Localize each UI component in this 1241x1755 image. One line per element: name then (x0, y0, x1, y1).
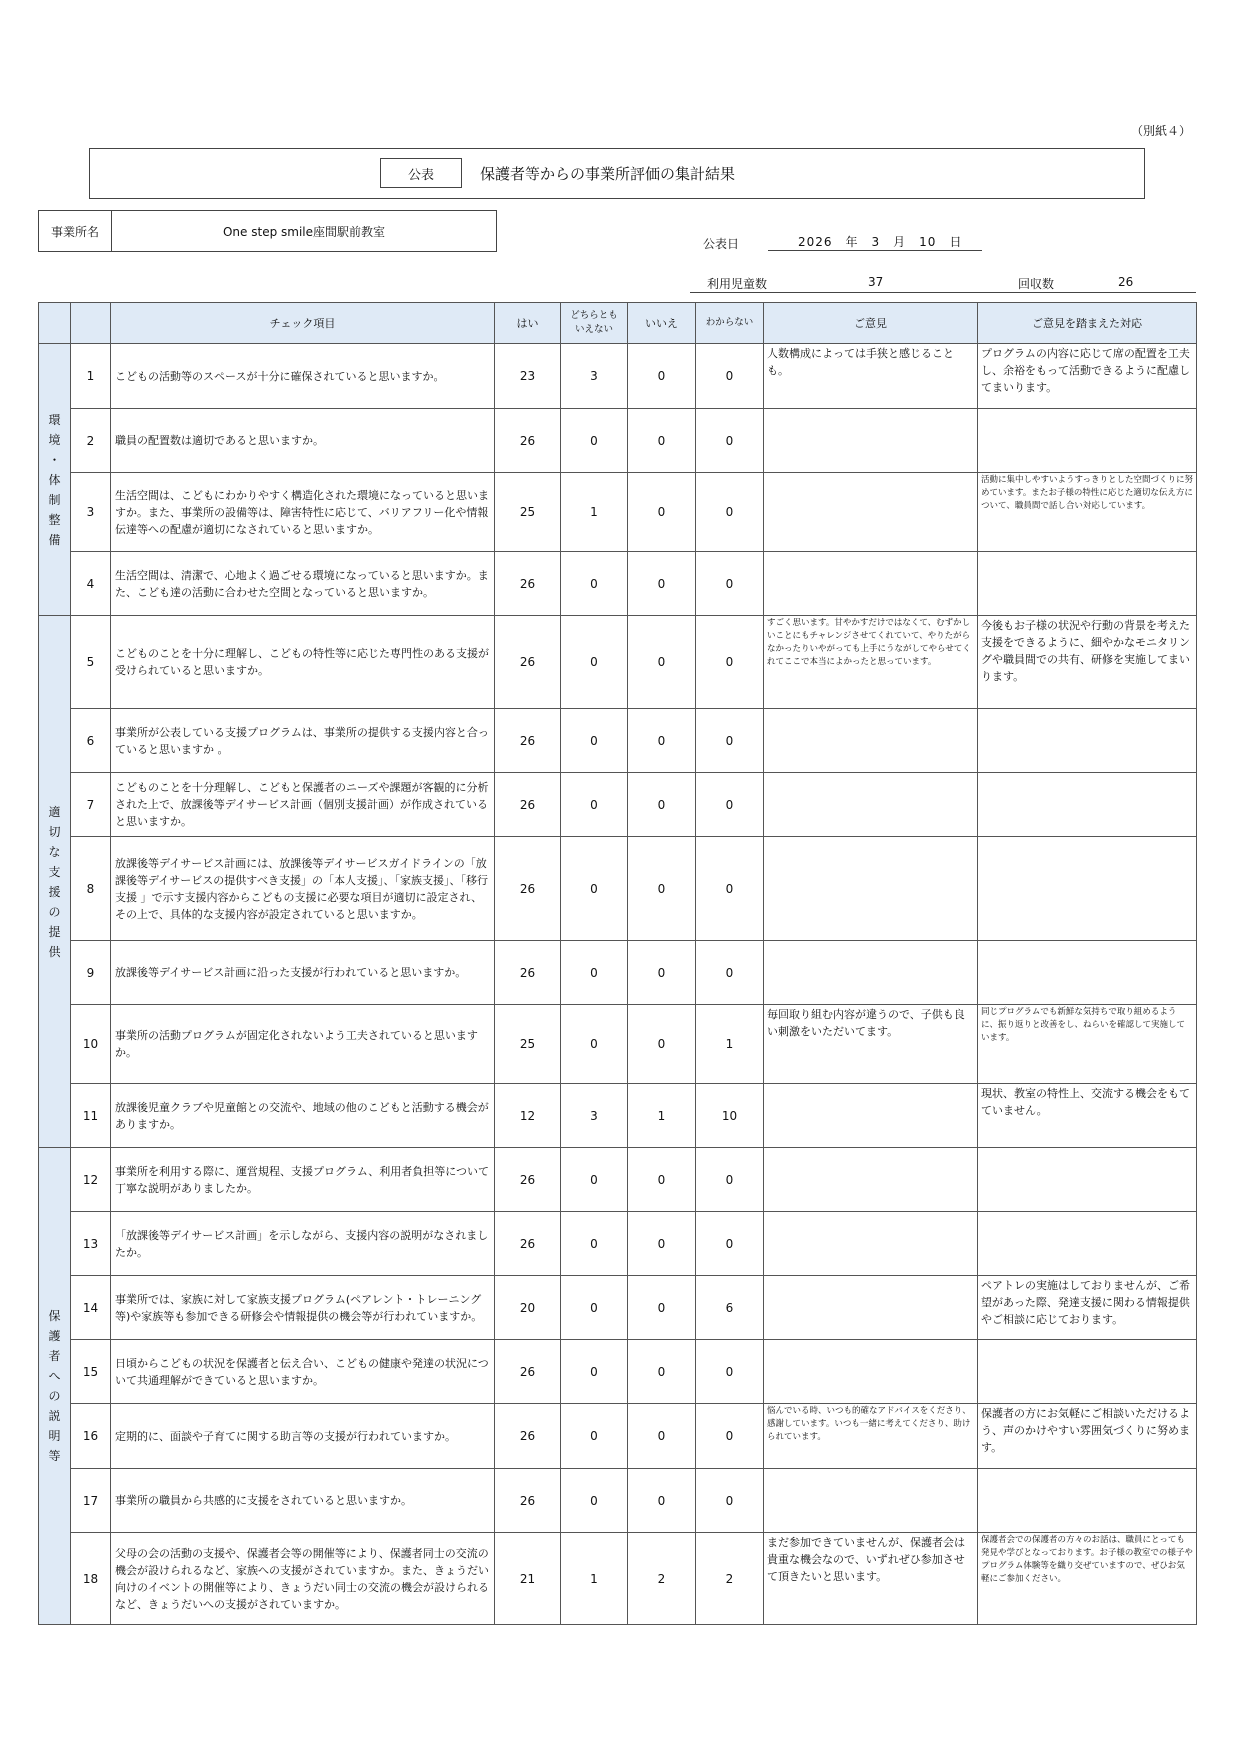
row-number: 11 (71, 1084, 111, 1148)
office-name: One step smile座間駅前教室 (222, 225, 385, 239)
count-unknown: 0 (696, 1469, 764, 1533)
publication-label: 公表日 (703, 237, 740, 251)
table-row (39, 409, 1197, 473)
count-no: 0 (628, 473, 696, 552)
row-number: 2 (71, 409, 111, 473)
row-number: 13 (71, 1212, 111, 1276)
header-section-blank (39, 303, 71, 344)
row-number: 8 (71, 837, 111, 941)
count-unknown: 2 (696, 1533, 764, 1625)
count-yes: 12 (495, 1084, 561, 1148)
row-number: 18 (71, 1533, 111, 1625)
row-question: 放課後等デイサービス計画に沿った支援が行われていると思いますか。 (111, 941, 495, 1005)
count-unknown: 0 (696, 1212, 764, 1276)
row-number: 12 (71, 1148, 111, 1212)
count-neither: 0 (561, 1005, 628, 1084)
users-label: 利用児童数 (707, 277, 768, 291)
count-unknown: 0 (696, 473, 764, 552)
row-question: 事業所を利用する際に、運営規程、支援プログラム、利用者負担等について丁寧な説明がありましたか。 (111, 1148, 495, 1212)
row-question: 生活空間は、こどもにわかりやすく構造化された環境になっていると思いますか。また、事業所の設備等は、障害特性に応じて、バリアフリー化や情報伝達等への配慮が適切になされていると思いますか。 (111, 473, 495, 552)
count-no: 0 (628, 1148, 696, 1212)
row-response (978, 409, 1197, 473)
row-opinion (764, 1340, 978, 1404)
table-row (39, 709, 1197, 773)
count-neither: 1 (561, 1533, 628, 1625)
table-row (39, 1005, 1197, 1084)
title-box (89, 148, 1145, 199)
table-row (39, 1469, 1197, 1533)
row-opinion (764, 709, 978, 773)
row-response: 保護者会での保護者の方々のお話は、職員にとっても発見や学びとなっております。お子様の教室での様子やプログラム体験等を織り交ぜていますので、ぜひお気軽にご参加ください。 (978, 1533, 1197, 1625)
count-unknown: 0 (696, 709, 764, 773)
count-no: 0 (628, 344, 696, 409)
header-unknown: わからない (696, 303, 764, 344)
table-row (39, 1533, 1197, 1625)
office-label: 事業所名 (39, 211, 112, 251)
row-question: 定期的に、面談や子育てに関する助言等の支援が行われていますか。 (111, 1404, 495, 1469)
table-row (39, 1404, 1197, 1469)
count-neither: 0 (561, 1404, 628, 1469)
collected-label: 回収数 (1018, 277, 1055, 291)
row-number: 6 (71, 709, 111, 773)
count-neither: 3 (561, 1084, 628, 1148)
row-question: 事業所の職員から共感的に支援をされていると思いますか。 (111, 1469, 495, 1533)
table-row (39, 1084, 1197, 1148)
table-row (39, 837, 1197, 941)
count-no: 2 (628, 1533, 696, 1625)
count-neither: 0 (561, 552, 628, 616)
row-response (978, 837, 1197, 941)
row-opinion: 悩んでいる時、いつも的確なアドバイスをくださり、感謝しています。いつも一緒に考えてくださり、助けられています。 (764, 1404, 978, 1469)
row-response (978, 941, 1197, 1005)
row-question: 事業所が公表している支援プログラムは、事業所の提供する支援内容と合っていると思いますか 。 (111, 709, 495, 773)
count-no: 0 (628, 941, 696, 1005)
count-no: 0 (628, 409, 696, 473)
count-no: 0 (628, 709, 696, 773)
row-opinion (764, 1276, 978, 1340)
count-no: 0 (628, 1340, 696, 1404)
count-neither: 0 (561, 709, 628, 773)
section-label-3: 保 護 者 へ の 説 明 等 (39, 1148, 71, 1625)
count-unknown: 0 (696, 616, 764, 709)
count-yes: 26 (495, 409, 561, 473)
count-yes: 25 (495, 1005, 561, 1084)
row-response: 同じプログラムでも新鮮な気持ちで取り組めるように、振り返りと改善をし、ねらいを確認して実施しています。 (978, 1005, 1197, 1084)
table-row (39, 473, 1197, 552)
row-number: 9 (71, 941, 111, 1005)
office-box (38, 210, 497, 252)
row-question: こどものことを十分に理解し、こどもの特性等に応じた専門性のある支援が受けられていると思いますか。 (111, 616, 495, 709)
count-neither: 0 (561, 941, 628, 1005)
row-question: 父母の会の活動の支援や、保護者会等の開催等により、保護者同士の交流の機会が設けられるなど、家族への支援がされていますか。また、きょうだい向けのイベントの開催等により、きょうだい同士の交流の機会が設けられるなど、きょうだいへの支援がされていますか。 (111, 1533, 495, 1625)
row-opinion (764, 1212, 978, 1276)
row-opinion (764, 1148, 978, 1212)
count-yes: 26 (495, 1404, 561, 1469)
row-number: 7 (71, 773, 111, 837)
count-no: 0 (628, 773, 696, 837)
count-yes: 26 (495, 1212, 561, 1276)
count-no: 0 (628, 1404, 696, 1469)
row-number: 3 (71, 473, 111, 552)
count-yes: 26 (495, 1148, 561, 1212)
row-opinion: 人数構成によっては手狭と感じることも。 (764, 344, 978, 409)
count-unknown: 0 (696, 552, 764, 616)
table-row (39, 941, 1197, 1005)
table-row (39, 344, 1197, 409)
row-number: 17 (71, 1469, 111, 1533)
count-neither: 0 (561, 773, 628, 837)
row-question: こどもの活動等のスペースが十分に確保されていると思いますか。 (111, 344, 495, 409)
row-question: 生活空間は、清潔で、心地よく過ごせる環境になっていると思いますか。また、こども達の活動に合わせた空間となっていると思いますか。 (111, 552, 495, 616)
row-opinion (764, 1084, 978, 1148)
table-body (39, 344, 1197, 1625)
section-label-2: 適 切 な 支 援 の 提 供 (39, 616, 71, 1148)
count-unknown: 0 (696, 773, 764, 837)
header-number-blank (71, 303, 111, 344)
row-question: 職員の配置数は適切であると思いますか。 (111, 409, 495, 473)
row-opinion (764, 552, 978, 616)
page-title: 保護者等からの事業所評価の集計結果 (480, 165, 736, 183)
public-label: 公表 (380, 158, 462, 188)
row-opinion: 毎回取り組む内容が違うので、子供も良い刺激をいただいてます。 (764, 1005, 978, 1084)
count-no: 0 (628, 616, 696, 709)
row-number: 14 (71, 1276, 111, 1340)
row-response (978, 709, 1197, 773)
table-row (39, 1276, 1197, 1340)
header-item: チェック項目 (111, 303, 495, 344)
count-yes: 26 (495, 941, 561, 1005)
row-question: こどものことを十分理解し、こどもと保護者のニーズや課題が客観的に分析された上で、放課後等デイサービス計画（個別支援計画）が作成されていると思いますか。 (111, 773, 495, 837)
count-yes: 26 (495, 1469, 561, 1533)
count-yes: 26 (495, 1340, 561, 1404)
row-question: 「放課後等デイサービス計画」を示しながら、支援内容の説明がなされましたか。 (111, 1212, 495, 1276)
section-label-1: 環 境 ・ 体 制 整 備 (39, 344, 71, 616)
count-yes: 21 (495, 1533, 561, 1625)
row-opinion (764, 837, 978, 941)
row-response (978, 1469, 1197, 1533)
count-no: 0 (628, 1005, 696, 1084)
header-no: いいえ (628, 303, 696, 344)
count-no: 0 (628, 552, 696, 616)
count-no: 0 (628, 1276, 696, 1340)
count-yes: 26 (495, 616, 561, 709)
count-no: 0 (628, 1469, 696, 1533)
count-yes: 20 (495, 1276, 561, 1340)
row-opinion (764, 941, 978, 1005)
row-response: 今後もお子様の状況や行動の背景を考えた支援をできるように、細やかなモニタリングや職員間での共有、研修を実施してまいります。 (978, 616, 1197, 709)
count-unknown: 10 (696, 1084, 764, 1148)
count-unknown: 0 (696, 409, 764, 473)
count-neither: 0 (561, 1469, 628, 1533)
count-neither: 0 (561, 409, 628, 473)
count-unknown: 0 (696, 837, 764, 941)
row-opinion: まだ参加できていませんが、保護者会は貴重な機会なので、いずれぜひ参加させて頂きたいと思います。 (764, 1533, 978, 1625)
header-opinion: ご意見 (764, 303, 978, 344)
row-response: 保護者の方にお気軽にご相談いただけるよう、声のかけやすい雰囲気づくりに努めます。 (978, 1404, 1197, 1469)
count-unknown: 0 (696, 1340, 764, 1404)
row-number: 5 (71, 616, 111, 709)
row-opinion (764, 409, 978, 473)
count-unknown: 6 (696, 1276, 764, 1340)
count-neither: 1 (561, 473, 628, 552)
row-question: 放課後等デイサービス計画には、放課後等デイサービスガイドラインの「放課後等デイサービスの提供すべき支援」の「本人支援」、「家族支援」、「移行支援 」で示す支援内容からこどもの支援に必要な項目が適切に設定され、その上で、具体的な支援内容が設定されていると思いますか。 (111, 837, 495, 941)
table-row (39, 1340, 1197, 1404)
row-opinion (764, 773, 978, 837)
row-question: 放課後児童クラブや児童館との交流や、地域の他のこどもと活動する機会がありますか。 (111, 1084, 495, 1148)
row-opinion: すごく思います。甘やかすだけではなくて、むずかしいことにもチャレンジさせてくれていて、やりたがらなかったりいやがっても上手にうながしてやらせてくれてここで本当によかったと思っています。 (764, 616, 978, 709)
stats-underline (690, 292, 1196, 293)
count-yes: 26 (495, 837, 561, 941)
row-response: 活動に集中しやすいようすっきりとした空間づくりに努めています。またお子様の特性に応じた適切な伝え方について、職員間で話し合い対応しています。 (978, 473, 1197, 552)
count-neither: 0 (561, 1340, 628, 1404)
publication-underline (768, 250, 982, 251)
count-no: 1 (628, 1084, 696, 1148)
count-unknown: 0 (696, 344, 764, 409)
table-row (39, 773, 1197, 837)
row-response (978, 773, 1197, 837)
row-number: 10 (71, 1005, 111, 1084)
row-number: 15 (71, 1340, 111, 1404)
count-yes: 23 (495, 344, 561, 409)
table-row (39, 552, 1197, 616)
row-opinion (764, 1469, 978, 1533)
row-question: 事業所では、家族に対して家族支援プログラム(ペアレント・トレーニング等)や家族等も参加できる研修会や情報提供の機会等が行われていますか。 (111, 1276, 495, 1340)
row-number: 1 (71, 344, 111, 409)
row-number: 4 (71, 552, 111, 616)
attachment-label: （別紙４） (1130, 124, 1191, 138)
row-response (978, 1148, 1197, 1212)
count-no: 0 (628, 837, 696, 941)
row-response (978, 552, 1197, 616)
publication-date: 2026 年 3 月 10 日 (798, 235, 963, 249)
evaluation-table (38, 302, 1197, 1625)
count-unknown: 0 (696, 941, 764, 1005)
count-neither: 3 (561, 344, 628, 409)
count-neither: 0 (561, 616, 628, 709)
row-question: 事業所の活動プログラムが固定化されないよう工夫されていると思いますか。 (111, 1005, 495, 1084)
table-row (39, 1148, 1197, 1212)
table-row (39, 1212, 1197, 1276)
count-unknown: 1 (696, 1005, 764, 1084)
row-opinion (764, 473, 978, 552)
row-response: プログラムの内容に応じて席の配置を工夫し、余裕をもって活動できるように配慮してまいります。 (978, 344, 1197, 409)
count-neither: 0 (561, 1148, 628, 1212)
count-neither: 0 (561, 1212, 628, 1276)
count-neither: 0 (561, 837, 628, 941)
count-yes: 26 (495, 709, 561, 773)
users-count: 37 (868, 275, 884, 289)
count-yes: 26 (495, 773, 561, 837)
count-unknown: 0 (696, 1404, 764, 1469)
header-response: ご意見を踏まえた対応 (978, 303, 1197, 344)
count-yes: 26 (495, 552, 561, 616)
count-neither: 0 (561, 1276, 628, 1340)
header-yes: はい (495, 303, 561, 344)
count-yes: 25 (495, 473, 561, 552)
row-question: 日頃からこどもの状況を保護者と伝え合い、こどもの健康や発達の状況について共通理解ができていると思いますか。 (111, 1340, 495, 1404)
row-response (978, 1340, 1197, 1404)
row-response: 現状、教室の特性上、交流する機会をもてていません。 (978, 1084, 1197, 1148)
count-unknown: 0 (696, 1148, 764, 1212)
header-neither: どちらとも いえない (561, 303, 628, 344)
row-response: ペアトレの実施はしておりませんが、ご希望があった際、発達支援に関わる情報提供やご相談に応じております。 (978, 1276, 1197, 1340)
row-number: 16 (71, 1404, 111, 1469)
row-response (978, 1212, 1197, 1276)
count-no: 0 (628, 1212, 696, 1276)
table-row (39, 616, 1197, 709)
collected-count: 26 (1118, 275, 1134, 289)
